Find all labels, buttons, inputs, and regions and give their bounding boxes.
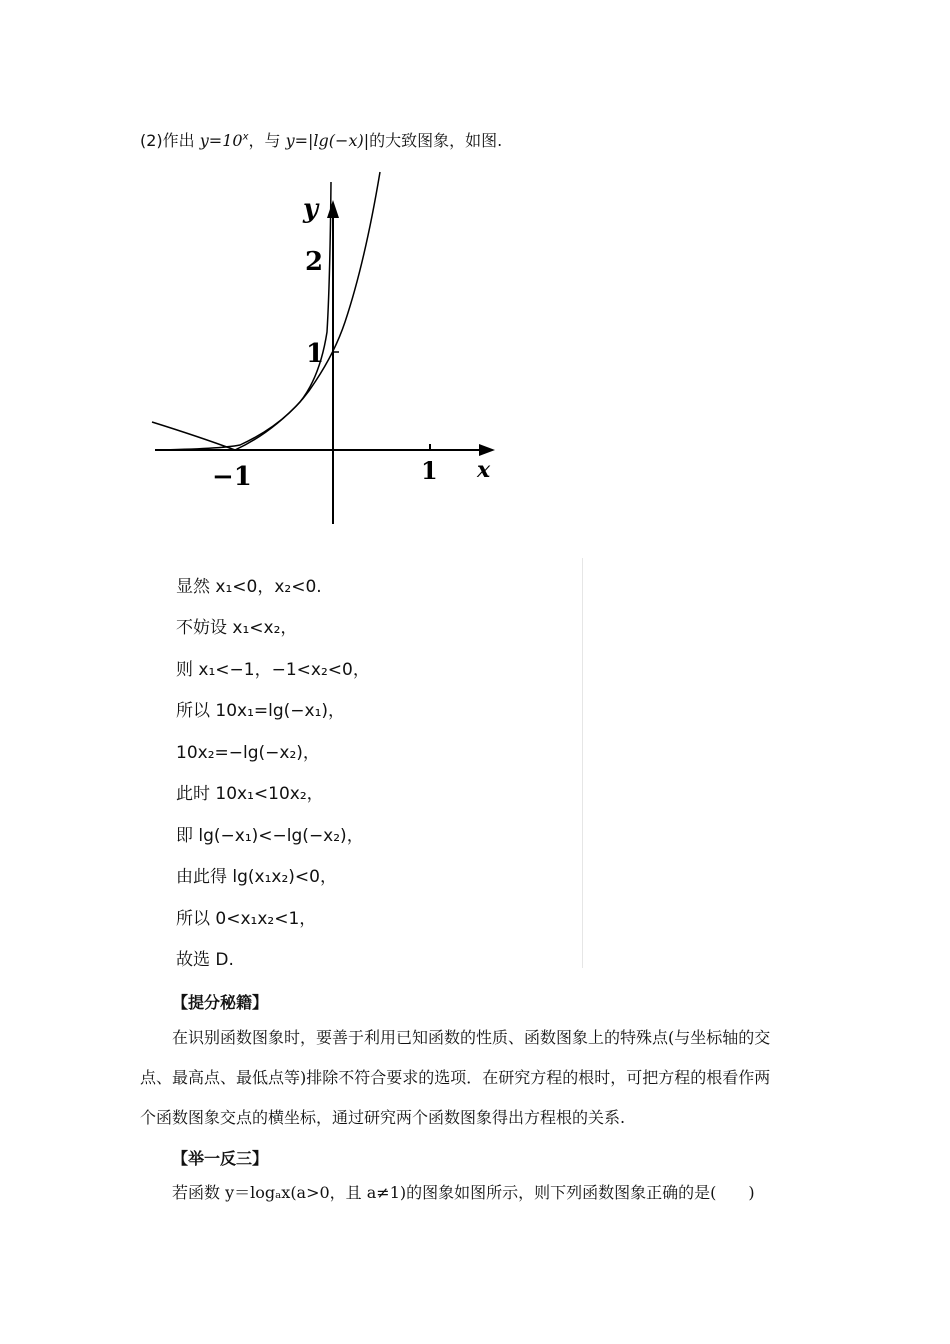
intro-line: [140, 128, 502, 151]
step-4: 所以 10x₁=lg(−x₁)，: [176, 701, 346, 721]
step-6: 此时 10x₁<10x₂，: [176, 784, 324, 804]
tick-label-xneg1: −1: [212, 462, 252, 492]
y-axis-label: y: [303, 194, 319, 224]
intro-eq2: y=|lg(−x)|: [285, 131, 370, 150]
x-axis-arrow: [479, 444, 495, 456]
intro-eq1: y=10: [199, 131, 243, 150]
tick-label-y2: 2: [305, 247, 324, 277]
tip-title: 【提分秘籍】: [172, 993, 269, 1012]
y-axis-arrow: [327, 200, 339, 218]
exp-curve: [155, 172, 380, 450]
intro-suffix: 的大致图象，如图.: [369, 131, 503, 150]
x-axis-label: x: [477, 457, 491, 483]
tick-label-x1: 1: [421, 456, 438, 485]
step-2: 不妨设 x₁<x₂，: [176, 618, 298, 638]
tip-line-3: 个函数图象交点的横坐标，通过研究两个函数图象得出方程根的关系.: [140, 1108, 626, 1127]
tick-label-y1: 1: [306, 339, 325, 369]
tip-paragraph: [140, 1018, 820, 1138]
practice-title: 【举一反三】: [172, 1149, 269, 1168]
practice-question: 若函数 y＝logₐx(a>0，且 a≠1)的图象如图所示，则下列函数图象正确的是( ): [172, 1183, 755, 1202]
graph-svg: [140, 152, 550, 547]
step-8: 由此得 lg(x₁x₂)<0，: [176, 867, 337, 887]
tip-line-1: 在识别函数图象时，要善于利用已知函数的性质、函数图象上的特殊点(与坐标轴的交: [172, 1028, 771, 1047]
step-1: 显然 x₁<0，x₂<0.: [176, 577, 322, 597]
step-7: 即 lg(−x₁)<−lg(−x₂)，: [176, 826, 364, 846]
step-10: 故选 D.: [176, 950, 234, 970]
intro-middle: ，与: [248, 131, 286, 150]
solution-steps: [170, 558, 583, 968]
intro-prefix: (2)作出: [140, 131, 200, 150]
function-graph: [140, 152, 550, 547]
step-9: 所以 0<x₁x₂<1，: [176, 909, 317, 929]
step-5: 10x₂=−lg(−x₂)，: [176, 743, 320, 763]
intro-sup: x: [242, 131, 249, 143]
tip-line-2: 点、最高点、最低点等)排除不符合要求的选项．在研究方程的根时，可把方程的根看作两: [140, 1068, 771, 1087]
step-3: 则 x₁<−1，−1<x₂<0，: [176, 660, 370, 680]
